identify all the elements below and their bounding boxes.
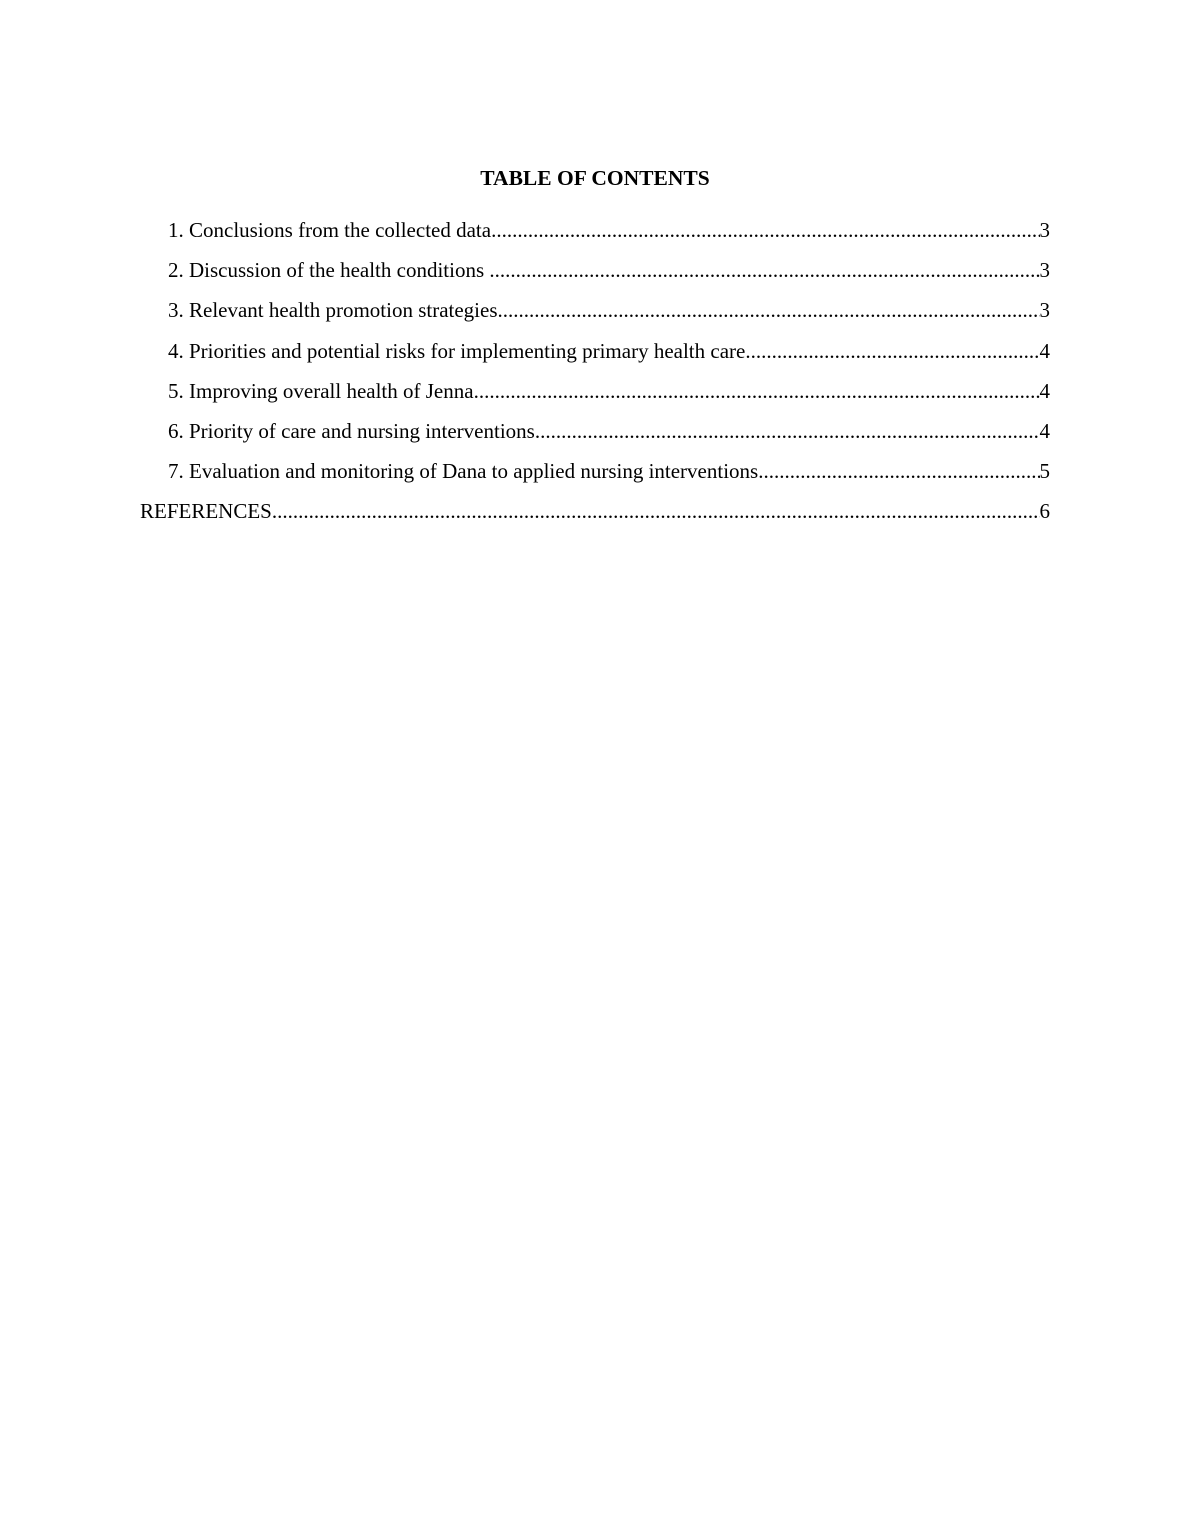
toc-dot-leader	[745, 337, 1039, 365]
toc-entry-title[interactable]: 6. Priority of care and nursing interventions	[168, 418, 535, 443]
toc-dot-leader	[498, 296, 1040, 324]
toc-dot-leader	[474, 377, 1040, 405]
toc-entry[interactable]	[0, 457, 1190, 497]
toc-page-number: 3	[1039, 298, 1050, 323]
toc-entry[interactable]	[0, 296, 1190, 336]
toc-heading: TABLE OF CONTENTS	[480, 166, 710, 190]
toc-entry[interactable]	[0, 377, 1190, 417]
toc-dot-leader	[491, 216, 1039, 244]
toc-dot-leader	[758, 457, 1039, 485]
toc-entry[interactable]	[0, 216, 1190, 256]
toc-page-number: 4	[1039, 338, 1050, 363]
toc-dot-leader	[489, 256, 1039, 284]
toc-page-number: 4	[1039, 378, 1050, 403]
table-of-contents	[0, 216, 1190, 538]
toc-entry-title[interactable]: 2. Discussion of the health conditions	[168, 258, 490, 283]
toc-dot-leader	[272, 497, 1040, 525]
toc-entry-references[interactable]	[0, 497, 1190, 537]
toc-entry-title[interactable]: 1. Conclusions from the collected data	[168, 218, 492, 242]
toc-entry-title[interactable]: REFERENCES	[140, 499, 272, 524]
toc-entry[interactable]	[0, 417, 1190, 457]
toc-entry-title[interactable]: 7. Evaluation and monitoring of Dana to applied nursing interventions	[168, 459, 759, 484]
toc-page-number: 4	[1039, 418, 1050, 443]
toc-dot-leader	[535, 417, 1040, 445]
toc-entry-title[interactable]: 3. Relevant health promotion strategies	[168, 298, 498, 323]
toc-entry-title[interactable]: 4. Priorities and potential risks for implementing primary health care	[168, 338, 746, 363]
toc-page-number: 6	[1039, 499, 1050, 524]
toc-entry[interactable]	[0, 337, 1190, 377]
toc-page-number: 3	[1039, 218, 1050, 242]
toc-page-number: 3	[1039, 258, 1050, 283]
toc-entry[interactable]	[0, 256, 1190, 296]
toc-page-number: 5	[1039, 459, 1050, 484]
toc-entry-title[interactable]: 5. Improving overall health of Jenna	[168, 378, 474, 403]
